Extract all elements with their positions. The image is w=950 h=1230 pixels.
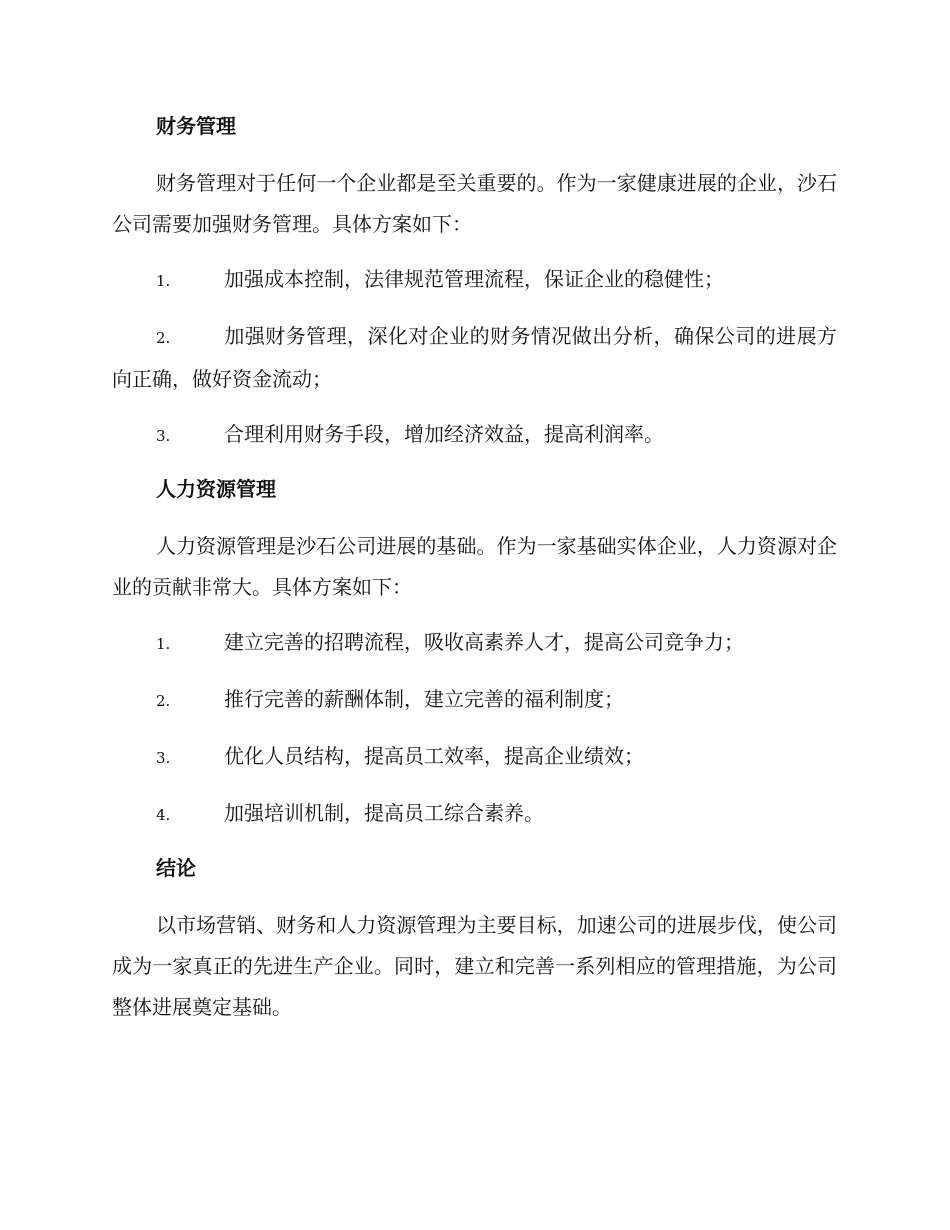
list-text: 合理利用财务手段，增加经济效益，提高利润率。 [224, 422, 664, 446]
document-body [112, 108, 837, 1042]
list-text: 优化人员结构，提高员工效率，提高企业绩效； [224, 744, 644, 768]
list-number: 1. [156, 635, 171, 653]
list-number: 3. [156, 427, 171, 445]
section-heading-conclusion: 结论 [156, 856, 196, 880]
list-item [112, 622, 837, 665]
section-heading-hr: 人力资源管理 [156, 477, 276, 501]
list-number: 3. [156, 749, 171, 767]
list-item [112, 679, 837, 722]
list-number: 1. [156, 272, 171, 290]
list-text: 加强培训机制，提高员工综合素养。 [224, 801, 544, 825]
section-intro-conclusion: 以市场营销、财务和人力资源管理为主要目标，加速公司的进展步伐，使公司成为一家真正的先进生产企业。同时，建立和完善一系列相应的管理措施，为公司整体进展奠定基础。 [112, 913, 837, 1019]
list-item [112, 259, 837, 302]
section-intro-finance: 财务管理对于任何一个企业都是至关重要的。作为一家健康进展的企业，沙石公司需要加强财务管理。具体方案如下： [112, 171, 837, 236]
list-number: 2. [156, 692, 171, 710]
list-text: 加强成本控制，法律规范管理流程，保证企业的稳健性； [224, 267, 724, 291]
section-heading-finance: 财务管理 [156, 114, 236, 138]
list-item [112, 414, 837, 457]
list-number: 2. [156, 329, 171, 347]
list-item [112, 316, 837, 400]
list-text: 推行完善的薪酬体制，建立完善的福利制度； [224, 687, 624, 711]
list-text: 建立完善的招聘流程，吸收高素养人才，提高公司竞争力； [224, 630, 744, 654]
list-item [112, 793, 837, 836]
section-intro-hr: 人力资源管理是沙石公司进展的基础。作为一家基础实体企业，人力资源对企业的贡献非常大。具体方案如下： [112, 534, 837, 599]
list-text: 加强财务管理，深化对企业的财务情况做出分析，确保公司的进展方向正确，做好资金流动； [112, 324, 837, 391]
list-item [112, 736, 837, 779]
list-number: 4. [156, 806, 171, 824]
